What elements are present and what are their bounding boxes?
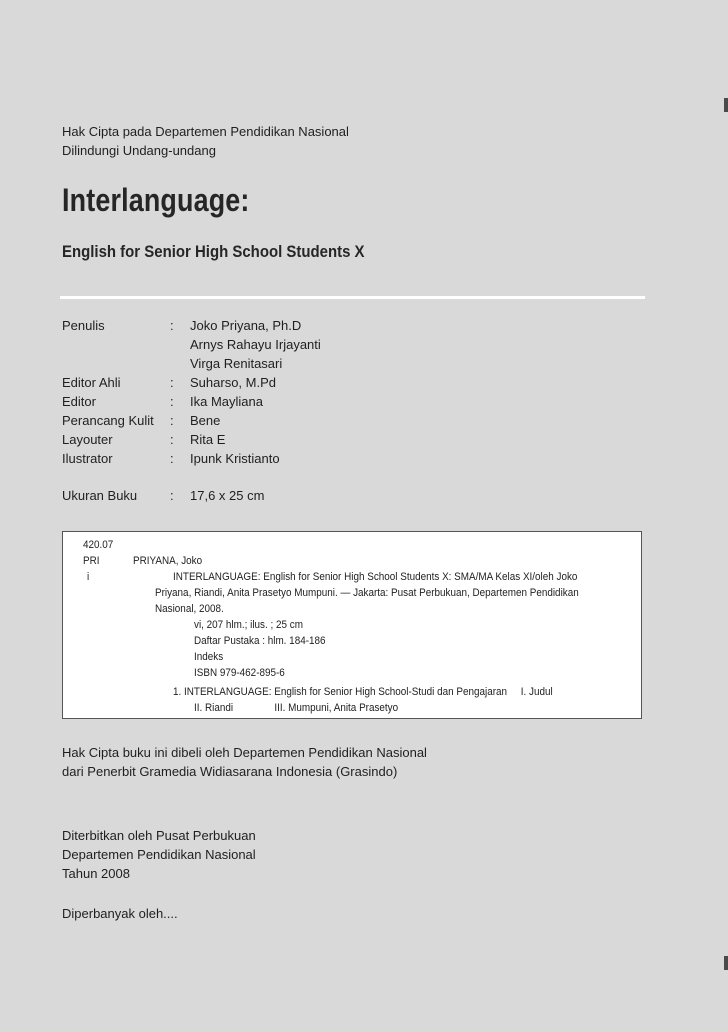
cip-index: Indeks (194, 651, 224, 663)
page-edge-mark-top (724, 98, 728, 112)
cip-isbn: ISBN 979-462-895-6 (194, 667, 285, 679)
cip-author-heading: PRIYANA, Joko (133, 555, 203, 567)
copyright-notice (62, 122, 349, 160)
cip-code: PRI (83, 555, 100, 567)
publisher-line: Departemen Pendidikan Nasional (62, 847, 256, 862)
credit-value: Bene (190, 413, 221, 428)
cip-title-line: Priyana, Riandi, Anita Prasetyo Mumpuni. — Jakarta: Pusat Perbukuan, Departemen Pendidikan (155, 587, 579, 599)
credit-colon (170, 335, 190, 354)
book-title: Interlanguage: (62, 182, 250, 218)
credit-label: Perancang Kulit (62, 413, 154, 428)
credit-value: 17,6 x 25 cm (190, 488, 265, 503)
credit-colon: : (170, 375, 174, 390)
publisher-line: Diterbitkan oleh Pusat Perbukuan (62, 828, 256, 843)
purchase-line: Hak Cipta buku ini dibeli oleh Departemen Pendidikan Nasional (62, 745, 427, 760)
title-divider (60, 296, 645, 299)
credit-row (62, 449, 321, 468)
credit-colon: : (170, 432, 174, 447)
credit-value: Suharso, M.Pd (190, 375, 276, 390)
credit-row (62, 373, 321, 392)
credit-row (62, 411, 321, 430)
credit-colon: : (170, 413, 174, 428)
cip-physical-description: vi, 207 hlm.; ilus. ; 25 cm (194, 619, 303, 631)
credit-row (62, 430, 321, 449)
credit-value: Arnys Rahayu Irjayanti (190, 337, 321, 352)
copyright-line: Hak Cipta pada Departemen Pendidikan Nasional (62, 124, 349, 139)
credit-label: Editor Ahli (62, 375, 121, 390)
credit-colon: : (170, 394, 174, 409)
copyright-line: Dilindungi Undang-undang (62, 143, 216, 158)
catalog-in-publication-box (62, 531, 642, 719)
credit-label (62, 354, 170, 373)
publisher-line: Tahun 2008 (62, 866, 130, 881)
cip-code-letter: i (87, 571, 90, 583)
credit-colon (170, 354, 190, 373)
credit-colon: : (170, 488, 174, 503)
credit-label: Ukuran Buku (62, 488, 138, 503)
cip-subjects: II. Riandi III. Mumpuni, Anita Prasetyo (194, 702, 399, 714)
credit-value: Ika Mayliana (190, 394, 263, 409)
reproduced-by: Diperbanyak oleh.... (62, 906, 178, 921)
purchase-notice (62, 743, 427, 781)
page-edge-mark-bottom (724, 956, 728, 970)
credit-value: Virga Renitasari (190, 356, 283, 371)
book-subtitle: English for Senior High School Students X (62, 242, 365, 261)
credit-row (62, 354, 321, 373)
credit-value: Rita E (190, 432, 226, 447)
credit-value: Ipunk Kristianto (190, 451, 280, 466)
credit-colon: : (170, 318, 174, 333)
cip-subjects: 1. INTERLANGUAGE: English for Senior High School-Studi dan Pengajaran I. Judul (173, 686, 553, 698)
cip-title-line: Nasional, 2008. (155, 603, 224, 615)
credit-label: Layouter (62, 432, 113, 447)
purchase-line: dari Penerbit Gramedia Widiasarana Indonesia (Grasindo) (62, 764, 398, 779)
credit-label (62, 335, 170, 354)
cip-bibliography: Daftar Pustaka : hlm. 184-186 (194, 635, 326, 647)
credit-row (62, 335, 321, 354)
cip-title-line: INTERLANGUAGE: English for Senior High School Students X: SMA/MA Kelas XI/oleh Joko (173, 571, 578, 583)
credits-list (62, 316, 321, 505)
credit-colon: : (170, 451, 174, 466)
credit-value: Joko Priyana, Ph.D (190, 318, 302, 333)
cip-class-number: 420.07 (83, 539, 114, 551)
credit-label: Editor (62, 394, 96, 409)
credit-row (62, 316, 321, 335)
publisher-notice (62, 826, 256, 883)
credit-label: Ilustrator (62, 451, 113, 466)
credit-row (62, 392, 321, 411)
credit-label: Penulis (62, 318, 105, 333)
credit-row-book-size (62, 486, 321, 505)
